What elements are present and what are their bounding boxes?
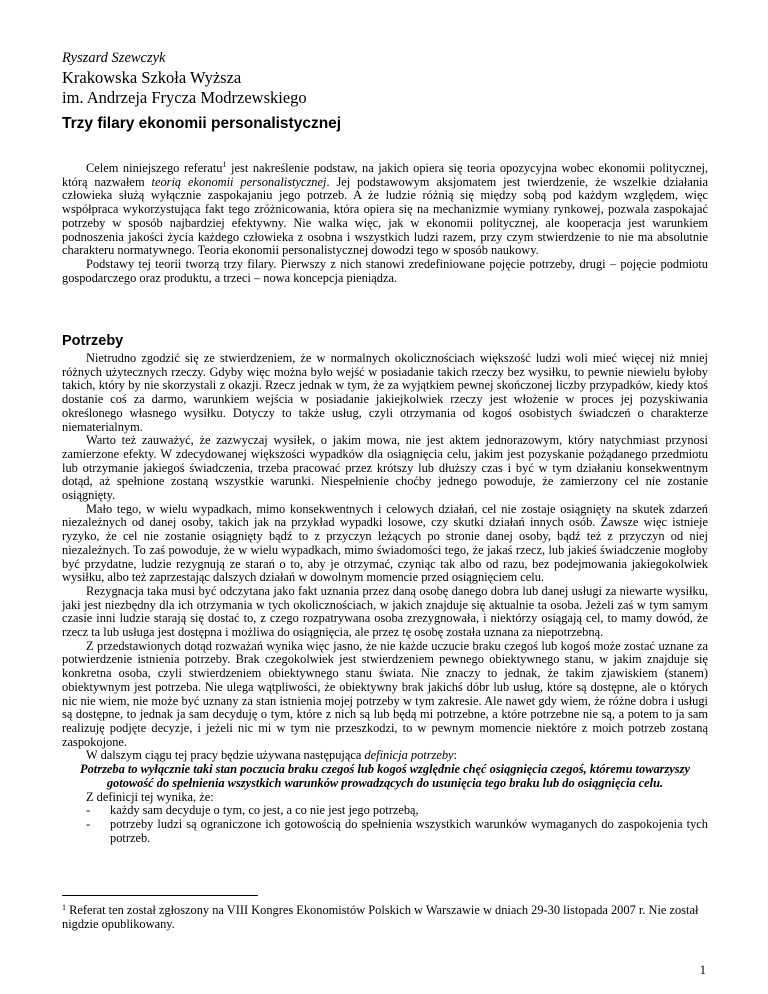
text-run: : — [453, 748, 458, 763]
page-number: 1 — [699, 963, 706, 977]
paragraph: Rezygnacja taka musi być odczytana jako fakt uznania przez daną osobę danego dobra lub danej usługi za niewarte wysiłku, jaki jest niezbędny dla ich otrzymania w tych okolicznościach, w jakich znajduje się aktualnie ta osoba. Jeżeli zaś w tym samym czasie inni ludzie starają się dostać to, z czego rozpatrywana osoba zrezygnowała, i niektórzy osiągają cel, to mamy dowód, że rzecz ta lub usługa jest dostępna i możliwa do osiągnięcia, ale przez tę osobę została uznana za niepotrzebną. — [62, 583, 708, 640]
paragraph: Nietrudno zgodzić się ze stwierdzeniem, że w normalnych okolicznościach większość ludzi woli mieć więcej niż mniej różnych użytecznych rzeczy. Gdyby więc można było wejść w posiadanie takich rzeczy bez wysiłku, to pewnie niewielu byłoby takich, który by nie skorzystali z okazji. Rzecz jednak w tym, że za wyjątkiem pewnej skończonej liczby przypadków, kiedy ktoś dostanie coś za darmo, warunkiem wejścia w posiadanie jakiejkolwiek rzeczy jest włożenie w proces jej pozyskiwania określonego własnego wysiłku. Dotyczy to także usług, czyli otrzymania od kogoś osobistych świadczeń o charakterze niematerialnym. — [62, 351, 708, 434]
text-run: . Jej podstawowym aksjomatem jest twierdzenie, że wszelkie działania człowieka służą wyłącznie zaspokajaniu jego potrzeb. A że ludzie różnią się między sobą pod każdym względem, więc współpraca wykorzystująca fakt tego zróżnicowania, która opiera się na mechanizmie wymiany rynkowej, pozwala zaspokajać potrzeby w sposób najbardziej efektywny. Nie walka więc, jak w ekonomii politycznej, ale kooperacja jest warunkiem podnoszenia jakości życia każdego człowieka z osobna i wszystkich ludzi razem, przy czym stwierdzenie to nie ma absolutnie charakteru normatywnego. Teoria ekonomii personalistycznej dowodzi tego w sposób naukowy. — [62, 174, 708, 258]
section-heading: Potrzeby — [62, 333, 124, 349]
emphasis-term: teorią ekonomii personalistycznej — [151, 174, 327, 189]
paragraph: Z definicji tej wynika, że: — [86, 789, 214, 804]
footnote-ref[interactable]: 1 — [222, 160, 227, 169]
section-body — [62, 352, 708, 845]
footnote-mark: 1 — [62, 903, 66, 912]
text-run: W dalszym ciągu tej pracy będzie używana następująca — [86, 748, 365, 763]
paragraph: Mało tego, w wielu wypadkach, mimo konsekwentnych i celowych działań, cel nie zostaje osiągnięty na skutek zdarzeń niezależnych od danej osoby, takich jak na przykład wypadki losowe, czy skutki działań innych osób. Zawsze więc istnieje ryzyko, że cel nie zostanie osiągnięty bądź to z przyczyn leżących po stronie danej osoby, bądź też z przyczyn od niej niezależnych. To zaś powoduje, że w wielu wypadkach, mimo świadomości tego, że jakaś rzecz, lub jakieś świadczenie mogłoby być przydatne, ludzie rezygnują ze starań o to, aby je otrzymać, czyniąc tak albo od razu, bez podejmowania jakiegokolwiek wysiłku, albo też zaprzestając dalszych działań w dowolnym momencie przed osiągnięciem celu. — [62, 501, 708, 585]
list-item: - potrzeby ludzi są ograniczone ich gotowością do spełnienia wszystkich warunków wymaganych do zaspokojenia tych potrzeb. — [110, 818, 708, 845]
bullet-list — [62, 804, 708, 845]
intro-section — [62, 162, 708, 285]
footnote-divider — [62, 895, 258, 896]
paragraph — [62, 749, 708, 763]
footnote-text: Referat ten został zgłoszony na VIII Kongres Ekonomistów Polskich w Warszawie w dniach 29-30 listopada 2007 r. Nie został nigdzie opublikowany. — [62, 903, 699, 931]
intro-paragraph-1 — [62, 162, 708, 258]
institution-name: Krakowska Szkoła Wyższa — [62, 68, 242, 87]
text-run: Celem niniejszego referatu — [86, 161, 223, 175]
list-item: - każdy sam decyduje o tym, co jest, a co nie jest jego potrzebą, — [110, 804, 708, 818]
text-run: jest nakreślenie podstaw, na jakich opiera się teoria opozycyjna wobec ekonomii politycznej, którą nazwałem — [62, 161, 709, 189]
paper-title: Trzy filary ekonomii personalistycznej — [62, 115, 342, 132]
footnote — [62, 903, 708, 931]
institution-subtitle: im. Andrzeja Frycza Modrzewskiego — [62, 88, 307, 107]
paragraph: Warto też zauważyć, że zazwyczaj wysiłek, o jakim mowa, nie jest aktem jednorazowym, który natychmiast przynosi zamierzone efekty. W zdecydowanej większości wypadków dla osiągnięcia celu, jakim jest pozyskanie pożądanego przedmiotu lub otrzymanie jakiegoś świadczenia, trzeba pracować przez krótszy lub dłuższy czas i być w tym działaniu konsekwentnym dotąd, aż spełnione zostaną wszystkie warunki. Niespełnienie choćby jednego powoduje, że zamierzony cel nie zostanie osiągnięty. — [62, 433, 708, 503]
author-name: Ryszard Szewczyk — [62, 50, 166, 66]
definition-block: Potrzeba to wyłącznie taki stan poczucia braku czegoś lub kogoś względnie chęć osiągnięcia czegoś, któremu towarzyszy gotowość do spełnienia wszystkich warunków prowadzących do usunięcia tego braku lub do osiągnięcia celu. — [80, 762, 690, 790]
emphasis-term: definicja potrzeby — [364, 748, 454, 763]
paragraph: Z przedstawionych dotąd rozważań wynika więc jasno, że nie każde uczucie braku czegoś lub kogoś może zostać uznane za potwierdzenie istnienia potrzeby. Brak czegokolwiek jest stwierdzeniem pewnego obiektywnego stanu, w jakim znajduje się konkretna osoba, czyli stwierdzeniem obiektywnego stanu świata. Nie znaczy to jednak, że takim zjawiskiem (stanem) obiektywnym jest potrzeba. Nie ulega wątpliwości, że obiektywny brak jakichś dóbr lub usług, które są dostępne, ale o których nic nie wiem, nie może być uznany za stan istnienia mojej potrzeby w tym zakresie. Ale nawet gdy wiem, że różne dobra i usługi są dostępne, to jednak ja sam decyduję o tym, które z nich są lub będą mi potrzebne, a które potrzebne nie są, a potem to ja sam realizuję podjęte decyzje, i jeżeli nic mi w tym nie przeszkodzi, to w pewnym momencie niektóre z moich potrzeb zostaną zaspokojone. — [62, 638, 708, 749]
intro-paragraph-2: Podstawy tej teorii tworzą trzy filary. Pierwszy z nich stanowi zredefiniowane pojęcie potrzeby, drugi – pojęcie podmiotu gospodarczego oraz produktu, a trzeci – nowa koncepcja pieniądza. — [62, 256, 708, 285]
